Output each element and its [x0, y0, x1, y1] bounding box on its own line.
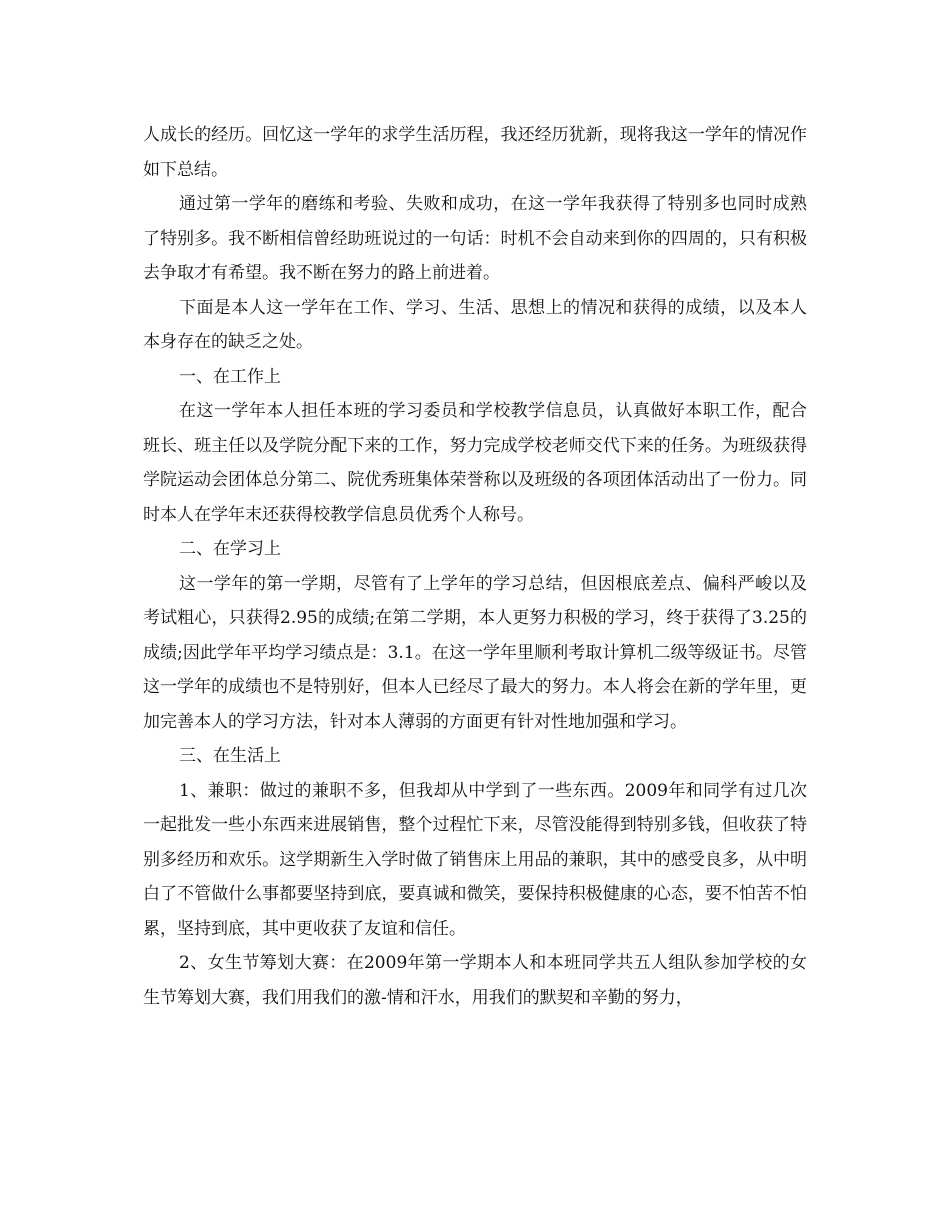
section-heading-study: 二、在学习上: [179, 539, 281, 559]
paragraph-summary-intro: 下面是本人这一学年在工作、学习、生活、思想上的情况和获得的成绩，以及本人本身存在的缺乏之处。: [143, 297, 807, 352]
paragraph-first-year-growth: 通过第一学年的磨练和考验、失败和成功，在这一学年我获得了特别多也同时成熟了特别多。我不断相信曾经助班说过的一句话：时机不会自动来到你的四周的，只有积极去争取才有希望。我不断在努力的路上前进着。: [143, 194, 807, 283]
section-heading-life: 三、在生活上: [179, 746, 281, 766]
paragraph-girls-festival-contest: 2、女生节筹划大赛：在2009年第一学期本人和本班同学共五人组队参加学校的女生节筹划大赛，我们用我们的激-情和汗水，用我们的默契和辛勤的努力，: [143, 953, 807, 1008]
paragraph-work: 在这一学年本人担任本班的学习委员和学校教学信息员，认真做好本职工作，配合班长、班主任以及学院分配下来的工作，努力完成学校老师交代下来的任务。为班级获得学院运动会团体总分第二、院优秀班集体荣誉称以及班级的各项团体活动出了一份力。同时本人在学年末还获得校教学信息员优秀个人称号。: [143, 401, 807, 525]
document-body: [143, 118, 807, 1015]
section-heading-work: 一、在工作上: [179, 366, 281, 387]
paragraph-intro-continuation: 人成长的经历。回忆这一学年的求学生活历程，我还经历犹新，现将我这一学年的情况作如下总结。: [143, 125, 807, 180]
paragraph-part-time-job: 1、兼职：做过的兼职不多，但我却从中学到了一些东西。2009年和同学有过几次一起批发一些小东西来进展销售，整个过程忙下来，尽管没能得到特别多钱，但收获了特别多经历和欢乐。这学期新生入学时做了销售床上用品的兼职，其中的感受良多，从中明白了不管做什么事都要坚持到底，要真诚和微笑，要保持积极健康的心态，要不怕苦不怕累，坚持到底，其中更收获了友谊和信任。: [143, 780, 807, 939]
paragraph-study: 这一学年的第一学期，尽管有了上学年的学习总结，但因根底差点、偏科严峻以及考试粗心，只获得2.95的成绩;在第二学期，本人更努力积极的学习，终于获得了3.25的成绩;因此学年平均学习绩点是：3.1。在这一学年里顺利考取计算机二级等级证书。尽管这一学年的成绩也不是特别好，但本人已经尽了最大的努力。本人将会在新的学年里，更加完善本人的学习方法，针对本人薄弱的方面更有针对性地加强和学习。: [143, 573, 807, 732]
